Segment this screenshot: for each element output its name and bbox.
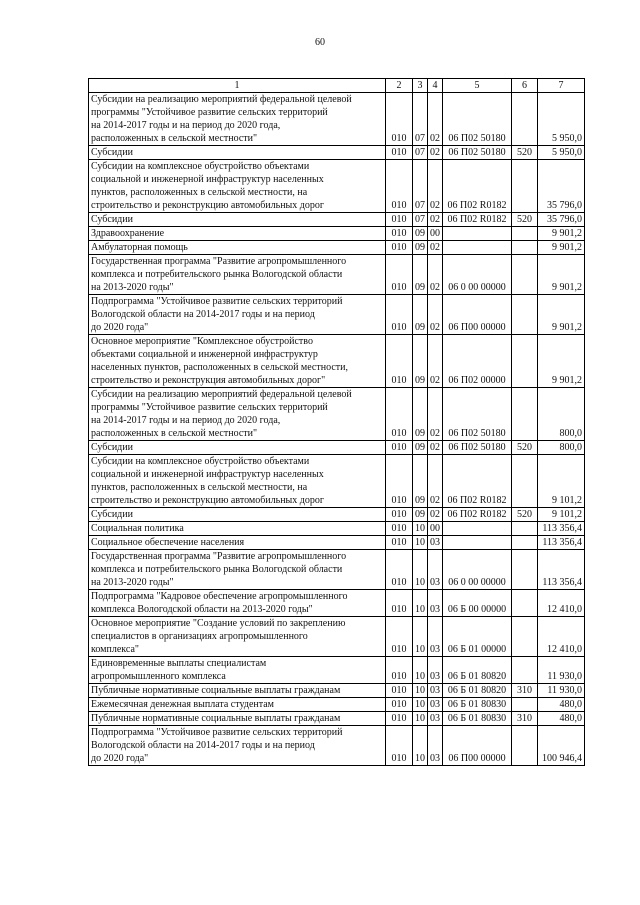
amount-cell: 35 796,0 (538, 213, 585, 227)
admin-code-cell: 010 (386, 657, 413, 684)
page-number: 60 (315, 37, 325, 48)
table-row (89, 241, 585, 255)
table-row (89, 550, 585, 590)
subsection-code-cell: 00 (428, 522, 443, 536)
expense-type-cell (512, 295, 538, 335)
target-article-cell: 06 П00 00000 (443, 295, 512, 335)
section-code-cell: 09 (413, 441, 428, 455)
admin-code-cell: 010 (386, 508, 413, 522)
admin-code-cell: 010 (386, 617, 413, 657)
subsection-code-cell: 02 (428, 388, 443, 441)
admin-code-cell: 010 (386, 698, 413, 712)
admin-code-cell: 010 (386, 160, 413, 213)
target-article-cell (443, 241, 512, 255)
section-code-cell: 07 (413, 146, 428, 160)
amount-cell: 12 410,0 (538, 617, 585, 657)
row-name-cell: Единовременные выплаты специалистам агропромышленного комплекса (89, 657, 386, 684)
amount-cell: 9 101,2 (538, 455, 585, 508)
table-row (89, 522, 585, 536)
expense-type-cell (512, 160, 538, 213)
admin-code-cell: 010 (386, 213, 413, 227)
table-row (89, 255, 585, 295)
target-article-cell: 06 Б 00 00000 (443, 590, 512, 617)
admin-code-cell: 010 (386, 295, 413, 335)
table-row (89, 441, 585, 455)
row-name-cell: Подпрограмма "Кадровое обеспечение агропромышленного комплекса Вологодской области на 2013-2020 годы" (89, 590, 386, 617)
table-row (89, 712, 585, 726)
row-name-cell: Подпрограмма "Устойчивое развитие сельских территорий Вологодской области на 2014-2017 годы и на период до 2020 года" (89, 295, 386, 335)
admin-code-cell: 010 (386, 441, 413, 455)
table-row (89, 455, 585, 508)
subsection-code-cell: 03 (428, 550, 443, 590)
target-article-cell: 06 П02 00000 (443, 335, 512, 388)
expense-type-cell (512, 255, 538, 295)
row-name-cell: Субсидии (89, 508, 386, 522)
section-code-cell: 09 (413, 255, 428, 295)
section-code-cell: 10 (413, 726, 428, 766)
row-name-cell: Государственная программа "Развитие агропромышленного комплекса и потребительского рынка Вологодской области на 2013-2020 годы" (89, 550, 386, 590)
section-code-cell: 09 (413, 227, 428, 241)
header-col-3: 3 (413, 79, 428, 93)
section-code-cell: 10 (413, 684, 428, 698)
target-article-cell: 06 П02 50180 (443, 146, 512, 160)
subsection-code-cell: 02 (428, 441, 443, 455)
row-name-cell: Субсидии на реализацию мероприятий федеральной целевой программы "Устойчивое развитие сельских территорий на 2014-2017 годы и на период до 2020 года, расположенных в сельской местности" (89, 388, 386, 441)
target-article-cell (443, 522, 512, 536)
expense-type-cell (512, 726, 538, 766)
subsection-code-cell: 03 (428, 536, 443, 550)
amount-cell: 800,0 (538, 388, 585, 441)
expense-type-cell (512, 698, 538, 712)
section-code-cell: 07 (413, 93, 428, 146)
subsection-code-cell: 03 (428, 657, 443, 684)
subsection-code-cell: 02 (428, 508, 443, 522)
expense-type-cell (512, 522, 538, 536)
table-row (89, 617, 585, 657)
expense-type-cell (512, 536, 538, 550)
admin-code-cell: 010 (386, 536, 413, 550)
amount-cell: 9 901,2 (538, 241, 585, 255)
subsection-code-cell: 02 (428, 93, 443, 146)
section-code-cell: 10 (413, 536, 428, 550)
expense-type-cell: 310 (512, 712, 538, 726)
amount-cell: 9 901,2 (538, 227, 585, 241)
amount-cell: 9 901,2 (538, 335, 585, 388)
subsection-code-cell: 02 (428, 241, 443, 255)
admin-code-cell: 010 (386, 684, 413, 698)
admin-code-cell: 010 (386, 712, 413, 726)
expense-type-cell: 310 (512, 684, 538, 698)
row-name-cell: Основное мероприятие "Создание условий по закреплению специалистов в организациях агропромышленного комплекса" (89, 617, 386, 657)
amount-cell: 11 930,0 (538, 657, 585, 684)
table-row (89, 146, 585, 160)
section-code-cell: 10 (413, 590, 428, 617)
table-row (89, 93, 585, 146)
expense-type-cell (512, 93, 538, 146)
row-name-cell: Здравоохранение (89, 227, 386, 241)
header-col-6: 6 (512, 79, 538, 93)
amount-cell: 5 950,0 (538, 93, 585, 146)
amount-cell: 113 356,4 (538, 522, 585, 536)
target-article-cell: 06 Б 01 00000 (443, 617, 512, 657)
table-header-row (89, 79, 585, 93)
target-article-cell: 06 П00 00000 (443, 726, 512, 766)
section-code-cell: 09 (413, 335, 428, 388)
section-code-cell: 10 (413, 550, 428, 590)
amount-cell: 5 950,0 (538, 146, 585, 160)
admin-code-cell: 010 (386, 227, 413, 241)
expense-type-cell (512, 455, 538, 508)
table-row (89, 213, 585, 227)
expense-type-cell (512, 657, 538, 684)
table-row (89, 295, 585, 335)
budget-table (88, 78, 585, 766)
admin-code-cell: 010 (386, 388, 413, 441)
admin-code-cell: 010 (386, 146, 413, 160)
target-article-cell: 06 0 00 00000 (443, 255, 512, 295)
admin-code-cell: 010 (386, 522, 413, 536)
target-article-cell: 06 Б 01 80820 (443, 657, 512, 684)
expense-type-cell (512, 617, 538, 657)
row-name-cell: Основное мероприятие "Комплексное обустройство объектами социальной и инженерной инфраструктур населенных пунктов, расположенных в сельской местности, строительство и реконструкция автомобильных дорог" (89, 335, 386, 388)
amount-cell: 113 356,4 (538, 550, 585, 590)
subsection-code-cell: 03 (428, 698, 443, 712)
subsection-code-cell: 02 (428, 295, 443, 335)
amount-cell: 100 946,4 (538, 726, 585, 766)
target-article-cell: 06 П02 R0182 (443, 508, 512, 522)
subsection-code-cell: 02 (428, 455, 443, 508)
amount-cell: 113 356,4 (538, 536, 585, 550)
target-article-cell: 06 Б 01 80830 (443, 712, 512, 726)
subsection-code-cell: 00 (428, 227, 443, 241)
section-code-cell: 09 (413, 295, 428, 335)
section-code-cell: 09 (413, 241, 428, 255)
admin-code-cell: 010 (386, 335, 413, 388)
row-name-cell: Государственная программа "Развитие агропромышленного комплекса и потребительского рынка Вологодской области на 2013-2020 годы" (89, 255, 386, 295)
section-code-cell: 10 (413, 617, 428, 657)
subsection-code-cell: 02 (428, 335, 443, 388)
table-row (89, 684, 585, 698)
amount-cell: 35 796,0 (538, 160, 585, 213)
table-row (89, 508, 585, 522)
table-row (89, 726, 585, 766)
target-article-cell: 06 0 00 00000 (443, 550, 512, 590)
section-code-cell: 07 (413, 213, 428, 227)
expense-type-cell (512, 227, 538, 241)
row-name-cell: Субсидии на комплексное обустройство объектами социальной и инженерной инфраструктур населенных пунктов, расположенных в сельской местности, на строительство и реконструкцию автомобильных дорог (89, 160, 386, 213)
section-code-cell: 09 (413, 508, 428, 522)
target-article-cell: 06 П02 R0182 (443, 455, 512, 508)
row-name-cell: Субсидии на комплексное обустройство объектами социальной и инженерной инфраструктур населенных пунктов, расположенных в сельской местности, на строительство и реконструкцию автомобильных дорог (89, 455, 386, 508)
expense-type-cell (512, 241, 538, 255)
table-row (89, 160, 585, 213)
table-row (89, 657, 585, 684)
subsection-code-cell: 03 (428, 590, 443, 617)
section-code-cell: 10 (413, 657, 428, 684)
subsection-code-cell: 03 (428, 684, 443, 698)
header-col-7: 7 (538, 79, 585, 93)
admin-code-cell: 010 (386, 590, 413, 617)
amount-cell: 12 410,0 (538, 590, 585, 617)
admin-code-cell: 010 (386, 93, 413, 146)
table-row (89, 536, 585, 550)
admin-code-cell: 010 (386, 550, 413, 590)
table-row (89, 335, 585, 388)
amount-cell: 800,0 (538, 441, 585, 455)
table-row (89, 698, 585, 712)
subsection-code-cell: 02 (428, 255, 443, 295)
target-article-cell: 06 Б 01 80830 (443, 698, 512, 712)
admin-code-cell: 010 (386, 241, 413, 255)
expense-type-cell (512, 388, 538, 441)
admin-code-cell: 010 (386, 726, 413, 766)
expense-type-cell (512, 550, 538, 590)
amount-cell: 9 901,2 (538, 255, 585, 295)
section-code-cell: 09 (413, 455, 428, 508)
target-article-cell: 06 Б 01 80820 (443, 684, 512, 698)
header-col-2: 2 (386, 79, 413, 93)
target-article-cell: 06 П02 R0182 (443, 213, 512, 227)
row-name-cell: Субсидии (89, 441, 386, 455)
row-name-cell: Субсидии на реализацию мероприятий федеральной целевой программы "Устойчивое развитие сельских территорий на 2014-2017 годы и на период до 2020 года, расположенных в сельской местности" (89, 93, 386, 146)
admin-code-cell: 010 (386, 255, 413, 295)
section-code-cell: 09 (413, 388, 428, 441)
section-code-cell: 07 (413, 160, 428, 213)
subsection-code-cell: 02 (428, 160, 443, 213)
row-name-cell: Публичные нормативные социальные выплаты гражданам (89, 684, 386, 698)
expense-type-cell: 520 (512, 213, 538, 227)
expense-type-cell (512, 590, 538, 617)
amount-cell: 9 101,2 (538, 508, 585, 522)
target-article-cell: 06 П02 R0182 (443, 160, 512, 213)
expense-type-cell: 520 (512, 508, 538, 522)
row-name-cell: Субсидии (89, 213, 386, 227)
expense-type-cell (512, 335, 538, 388)
row-name-cell: Амбулаторная помощь (89, 241, 386, 255)
row-name-cell: Публичные нормативные социальные выплаты гражданам (89, 712, 386, 726)
amount-cell: 11 930,0 (538, 684, 585, 698)
table-row (89, 590, 585, 617)
subsection-code-cell: 03 (428, 726, 443, 766)
subsection-code-cell: 02 (428, 213, 443, 227)
subsection-code-cell: 03 (428, 712, 443, 726)
table-row (89, 227, 585, 241)
admin-code-cell: 010 (386, 455, 413, 508)
section-code-cell: 10 (413, 698, 428, 712)
row-name-cell: Социальная политика (89, 522, 386, 536)
amount-cell: 9 901,2 (538, 295, 585, 335)
row-name-cell: Подпрограмма "Устойчивое развитие сельских территорий Вологодской области на 2014-2017 годы и на период до 2020 года" (89, 726, 386, 766)
expense-type-cell: 520 (512, 441, 538, 455)
header-col-4: 4 (428, 79, 443, 93)
amount-cell: 480,0 (538, 698, 585, 712)
target-article-cell (443, 227, 512, 241)
target-article-cell: 06 П02 50180 (443, 441, 512, 455)
subsection-code-cell: 03 (428, 617, 443, 657)
subsection-code-cell: 02 (428, 146, 443, 160)
row-name-cell: Социальное обеспечение населения (89, 536, 386, 550)
table-row (89, 388, 585, 441)
amount-cell: 480,0 (538, 712, 585, 726)
section-code-cell: 10 (413, 522, 428, 536)
row-name-cell: Субсидии (89, 146, 386, 160)
header-col-5: 5 (443, 79, 512, 93)
section-code-cell: 10 (413, 712, 428, 726)
header-col-1: 1 (89, 79, 386, 93)
target-article-cell: 06 П02 50180 (443, 93, 512, 146)
expense-type-cell: 520 (512, 146, 538, 160)
row-name-cell: Ежемесячная денежная выплата студентам (89, 698, 386, 712)
target-article-cell: 06 П02 50180 (443, 388, 512, 441)
target-article-cell (443, 536, 512, 550)
